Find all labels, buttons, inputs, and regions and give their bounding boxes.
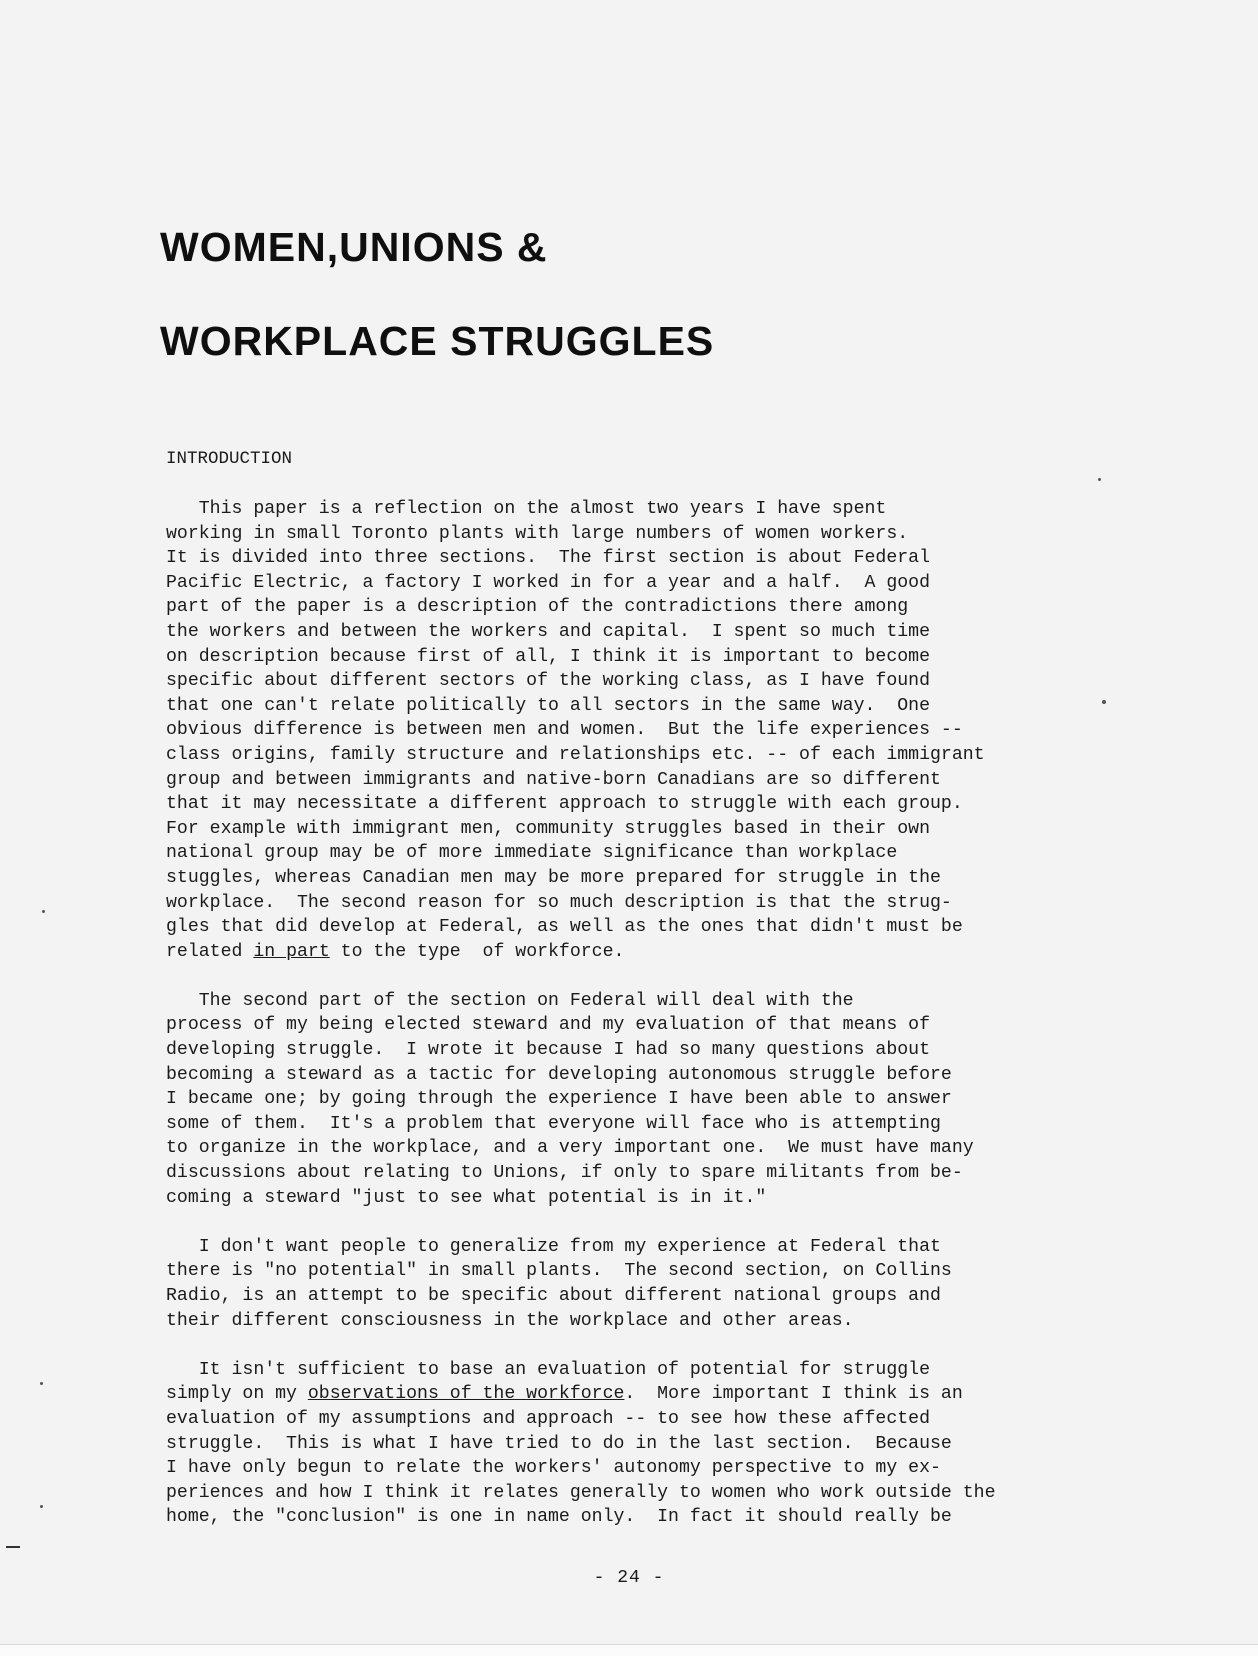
- text-line: obvious difference is between men and women. But the life experiences --: [166, 720, 963, 741]
- title-line-1: WOMEN,UNIONS &: [160, 224, 548, 270]
- paper-mark: [6, 1546, 20, 1548]
- text-line: For example with immigrant men, community struggles based in their own: [166, 818, 930, 839]
- underlined-phrase: observations of the workforce: [307, 1384, 625, 1405]
- text-line: process of my being elected steward and my evaluation of that means of: [166, 1015, 930, 1036]
- text-line: stuggles, whereas Canadian men may be more prepared for struggle in the: [166, 867, 941, 888]
- text-line: there is "no potential" in small plants. The second section, on Collins: [166, 1261, 952, 1282]
- text-line: specific about different sectors of the working class, as I have found: [166, 671, 930, 692]
- text-line: I have only begun to relate the workers' autonomy perspective to my ex-: [166, 1458, 941, 1479]
- paragraph-spacer: [166, 1333, 1246, 1358]
- text-run: . More important I think is an: [624, 1384, 963, 1405]
- text-run: related: [166, 941, 254, 962]
- paragraph-4: [166, 1407, 1246, 1530]
- text-line: working in small Toronto plants with large numbers of women workers.: [166, 523, 909, 544]
- text-line: to organize in the workplace, and a very important one. We must have many: [166, 1138, 974, 1159]
- text-line: I became one; by going through the experience I have been able to answer: [166, 1089, 952, 1110]
- text-line: workplace. The second reason for so much description is that the strug-: [166, 892, 952, 913]
- paragraph-spacer: [166, 1210, 1246, 1235]
- paragraph-1: [166, 497, 1246, 940]
- section-heading: INTRODUCTION: [166, 449, 293, 469]
- paper-speck: [40, 1505, 43, 1508]
- body-text: [166, 497, 1246, 1530]
- text-line: becoming a steward as a tactic for developing autonomous struggle before: [166, 1064, 952, 1085]
- paper-speck: [42, 910, 45, 913]
- text-line: group and between immigrants and native-born Canadians are so different: [166, 769, 941, 790]
- text-line: evaluation of my assumptions and approach -- to see how these affected: [166, 1408, 930, 1429]
- text-line: discussions about relating to Unions, if only to spare militants from be-: [166, 1163, 963, 1184]
- text-line: the workers and between the workers and capital. I spent so much time: [166, 621, 930, 642]
- text-line: This paper is a reflection on the almost two years I have spent: [166, 499, 887, 519]
- text-line: Pacific Electric, a factory I worked in for a year and a half. A good: [166, 572, 930, 593]
- text-run: to the type of workforce.: [329, 941, 625, 962]
- text-line: Radio, is an attempt to be specific about different national groups and: [166, 1286, 941, 1306]
- text-line: on description because first of all, I think it is important to become: [166, 646, 930, 667]
- text-run: simply on my: [166, 1384, 308, 1405]
- text-line: coming a steward "just to see what potential is in it.": [166, 1187, 767, 1208]
- title-line-2: WORKPLACE STRUGGLES: [160, 318, 715, 364]
- page-title: [160, 200, 714, 388]
- text-line: national group may be of more immediate significance than workplace: [166, 843, 898, 864]
- text-line: some of them. It's a problem that everyone will face who is attempting: [166, 1113, 941, 1134]
- paper-speck: [40, 1382, 43, 1385]
- paragraph-4-opening: [166, 1358, 1246, 1407]
- text-line: that it may necessitate a different approach to struggle with each group.: [166, 794, 963, 815]
- text-line: It isn't sufficient to base an evaluation of potential for struggle: [166, 1359, 930, 1380]
- paragraph-3: [166, 1235, 1246, 1333]
- page-bottom-edge: [0, 1644, 1258, 1656]
- text-line: that one can't relate politically to all sectors in the same way. One: [166, 695, 930, 716]
- text-line: developing struggle. I wrote it because I had so many questions about: [166, 1040, 930, 1061]
- text-line: part of the paper is a description of the contradictions there among: [166, 597, 909, 618]
- paragraph-2: [166, 989, 1246, 1210]
- text-line: home, the "conclusion" is one in name only. In fact it should really be: [166, 1507, 952, 1528]
- paragraph-1-last-line: [166, 940, 1246, 965]
- text-line: The second part of the section on Federal will deal with the: [166, 990, 854, 1011]
- page-number: - 24 -: [593, 1568, 665, 1588]
- underlined-phrase: in part: [253, 941, 330, 962]
- text-line: I don't want people to generalize from my experience at Federal that: [166, 1236, 941, 1257]
- text-line: It is divided into three sections. The first section is about Federal: [166, 548, 930, 569]
- text-line: struggle. This is what I have tried to do in the last section. Because: [166, 1433, 952, 1454]
- text-line: class origins, family structure and relationships etc. -- of each immigrant: [166, 744, 985, 765]
- paper-speck: [1098, 478, 1101, 481]
- paper-speck: [1102, 700, 1106, 704]
- text-line: their different consciousness in the workplace and other areas.: [166, 1310, 854, 1331]
- text-line: periences and how I think it relates generally to women who work outside the: [166, 1482, 996, 1503]
- text-line: gles that did develop at Federal, as well as the ones that didn't must be: [166, 917, 963, 938]
- paragraph-spacer: [166, 964, 1246, 989]
